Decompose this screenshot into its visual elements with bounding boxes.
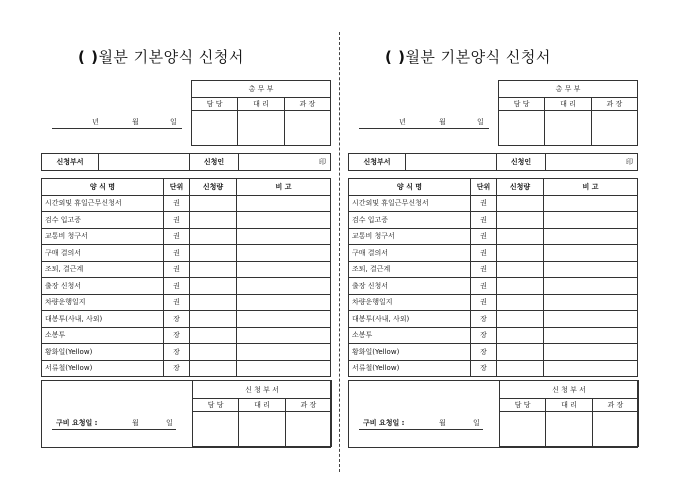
item-qty-input[interactable] (497, 360, 544, 377)
cut-line (339, 32, 340, 472)
item-row (42, 228, 331, 245)
applicant-dept-label: 신청부서 (42, 154, 99, 171)
pickup-day: 일 (473, 419, 480, 427)
bottom-sign-1[interactable] (500, 412, 546, 447)
item-note-input[interactable] (544, 212, 638, 229)
item-name: 황화일(Yellow) (42, 344, 164, 361)
applicant-person-label: 신청인 (497, 154, 546, 171)
applicant-table (41, 153, 331, 171)
item-row (42, 344, 331, 361)
item-row (349, 278, 638, 295)
item-note-input[interactable] (237, 195, 331, 212)
bottom-sign-2[interactable] (546, 412, 592, 447)
item-row (349, 228, 638, 245)
item-row (42, 327, 331, 344)
item-unit: 권 (164, 195, 190, 212)
date-year: 년 (399, 118, 406, 126)
item-name: 교통비 청구서 (349, 228, 471, 245)
header-unit: 단위 (471, 179, 497, 196)
title-text: 월분 기본양식 신청서 (405, 48, 551, 66)
item-name: 출장 신청서 (42, 278, 164, 295)
item-qty-input[interactable] (497, 344, 544, 361)
item-qty-input[interactable] (497, 261, 544, 278)
item-qty-input[interactable] (190, 311, 237, 328)
bottom-role-3: 과 장 (285, 399, 331, 412)
bottom-sign-3[interactable] (592, 412, 638, 447)
item-unit: 장 (471, 360, 497, 377)
item-unit: 장 (164, 344, 190, 361)
item-row (349, 311, 638, 328)
form-left (38, 0, 338, 481)
item-row (349, 245, 638, 262)
item-row (349, 261, 638, 278)
pickup-label: 구비 요청일 : (363, 419, 405, 427)
approval-sign-2[interactable] (545, 111, 591, 146)
item-qty-input[interactable] (190, 294, 237, 311)
item-unit: 권 (164, 294, 190, 311)
item-row (42, 278, 331, 295)
bottom-sign-3[interactable] (285, 412, 331, 447)
item-note-input[interactable] (237, 311, 331, 328)
item-note-input[interactable] (237, 212, 331, 229)
header-note: 비 고 (544, 179, 638, 196)
items-header-row (349, 179, 638, 196)
item-name: 서류철(Yellow) (349, 360, 471, 377)
item-note-input[interactable] (237, 360, 331, 377)
item-unit: 권 (164, 278, 190, 295)
item-name: 조퇴, 결근계 (42, 261, 164, 278)
item-qty-input[interactable] (190, 245, 237, 262)
pickup-month: 월 (439, 419, 446, 427)
item-unit: 권 (164, 228, 190, 245)
bottom-role-2: 대 리 (546, 399, 592, 412)
item-name: 소봉투 (42, 327, 164, 344)
item-qty-input[interactable] (190, 360, 237, 377)
form-title (78, 46, 328, 67)
item-qty-input[interactable] (190, 212, 237, 229)
applicant-dept-input[interactable] (99, 154, 190, 171)
bottom-role-1: 담 당 (193, 399, 239, 412)
bottom-dept: 신 청 부 서 (500, 381, 639, 399)
bottom-box (41, 380, 331, 448)
item-note-input[interactable] (544, 261, 638, 278)
item-qty-input[interactable] (497, 278, 544, 295)
item-note-input[interactable] (544, 278, 638, 295)
item-note-input[interactable] (544, 245, 638, 262)
approval-sign-1[interactable] (192, 111, 238, 146)
item-note-input[interactable] (544, 360, 638, 377)
bottom-role-3: 과 장 (592, 399, 638, 412)
seal-mark: 印 (626, 158, 633, 166)
item-row (42, 245, 331, 262)
applicant-dept-input[interactable] (406, 154, 497, 171)
item-row (349, 294, 638, 311)
header-note: 비 고 (237, 179, 331, 196)
item-name: 대봉투(사내, 사외) (42, 311, 164, 328)
approval-dept: 총 무 부 (499, 81, 638, 98)
item-name: 서류철(Yellow) (42, 360, 164, 377)
applicant-person-label: 신청인 (190, 154, 239, 171)
pickup-date-field[interactable] (52, 417, 176, 430)
item-qty-input[interactable] (497, 327, 544, 344)
pickup-date-field[interactable] (359, 417, 483, 430)
item-row (42, 311, 331, 328)
approval-sign-3[interactable] (591, 111, 637, 146)
pickup-label: 구비 요청일 : (56, 419, 98, 427)
approval-role-2: 대 리 (545, 98, 591, 111)
item-qty-input[interactable] (497, 228, 544, 245)
title-paren: ( ) (78, 48, 99, 66)
item-qty-input[interactable] (190, 344, 237, 361)
item-row (42, 360, 331, 377)
item-row (349, 212, 638, 229)
applicant-dept-label: 신청부서 (349, 154, 406, 171)
bottom-approval-table (192, 380, 332, 447)
approval-role-1: 담 당 (499, 98, 545, 111)
item-unit: 권 (164, 245, 190, 262)
approval-role-2: 대 리 (238, 98, 284, 111)
item-note-input[interactable] (544, 311, 638, 328)
item-row (349, 360, 638, 377)
pickup-day: 일 (166, 419, 173, 427)
item-name: 검수 입고증 (42, 212, 164, 229)
item-qty-input[interactable] (190, 228, 237, 245)
date-field[interactable] (52, 116, 182, 129)
header-name: 양 식 명 (349, 179, 471, 196)
item-name: 구매 결의서 (349, 245, 471, 262)
approval-table (498, 80, 638, 146)
item-qty-input[interactable] (190, 261, 237, 278)
header-name: 양 식 명 (42, 179, 164, 196)
item-name: 구매 결의서 (42, 245, 164, 262)
bottom-role-2: 대 리 (239, 399, 285, 412)
title-paren: ( ) (385, 48, 406, 66)
approval-dept: 총 무 부 (192, 81, 331, 98)
title-text: 월분 기본양식 신청서 (98, 48, 244, 66)
item-name: 검수 입고증 (349, 212, 471, 229)
approval-role-3: 과 장 (591, 98, 637, 111)
item-unit: 권 (164, 212, 190, 229)
item-qty-input[interactable] (190, 278, 237, 295)
item-unit: 장 (471, 311, 497, 328)
item-row (349, 195, 638, 212)
approval-role-1: 담 당 (192, 98, 238, 111)
bottom-sign-1[interactable] (193, 412, 239, 447)
header-qty: 신청량 (497, 179, 544, 196)
item-note-input[interactable] (237, 245, 331, 262)
item-note-input[interactable] (237, 228, 331, 245)
item-unit: 장 (471, 327, 497, 344)
seal-mark: 印 (319, 158, 326, 166)
date-field[interactable] (359, 116, 489, 129)
item-name: 황화일(Yellow) (349, 344, 471, 361)
applicant-table (348, 153, 638, 171)
item-note-input[interactable] (237, 327, 331, 344)
item-qty-input[interactable] (190, 195, 237, 212)
header-qty: 신청량 (190, 179, 237, 196)
approval-sign-2[interactable] (238, 111, 284, 146)
item-unit: 장 (164, 360, 190, 377)
item-unit: 권 (471, 294, 497, 311)
item-unit: 권 (471, 245, 497, 262)
item-name: 시간외및 휴일근무신청서 (42, 195, 164, 212)
item-qty-input[interactable] (497, 195, 544, 212)
item-name: 조퇴, 결근계 (349, 261, 471, 278)
item-note-input[interactable] (237, 294, 331, 311)
item-note-input[interactable] (544, 195, 638, 212)
item-qty-input[interactable] (497, 294, 544, 311)
form-title (385, 46, 635, 67)
item-unit: 권 (471, 228, 497, 245)
item-unit: 권 (471, 278, 497, 295)
item-name: 차량운행일지 (42, 294, 164, 311)
bottom-role-1: 담 당 (500, 399, 546, 412)
item-note-input[interactable] (237, 278, 331, 295)
date-month: 월 (439, 118, 446, 126)
item-note-input[interactable] (237, 261, 331, 278)
item-qty-input[interactable] (497, 245, 544, 262)
item-unit: 장 (164, 327, 190, 344)
bottom-sign-2[interactable] (239, 412, 285, 447)
item-row (42, 212, 331, 229)
item-note-input[interactable] (237, 344, 331, 361)
item-unit: 권 (164, 261, 190, 278)
item-unit: 권 (471, 195, 497, 212)
applicant-person-input[interactable] (546, 154, 638, 171)
approval-sign-1[interactable] (499, 111, 545, 146)
item-qty-input[interactable] (497, 311, 544, 328)
item-qty-input[interactable] (497, 212, 544, 229)
header-unit: 단위 (164, 179, 190, 196)
item-name: 차량운행일지 (349, 294, 471, 311)
approval-sign-3[interactable] (284, 111, 330, 146)
item-row (349, 344, 638, 361)
item-name: 출장 신청서 (349, 278, 471, 295)
item-row (42, 195, 331, 212)
item-name: 시간외및 휴일근무신청서 (349, 195, 471, 212)
date-year: 년 (92, 118, 99, 126)
pickup-month: 월 (132, 419, 139, 427)
item-row (42, 261, 331, 278)
item-qty-input[interactable] (190, 327, 237, 344)
approval-table (191, 80, 331, 146)
item-unit: 권 (471, 212, 497, 229)
form-right (345, 0, 645, 481)
bottom-box (348, 380, 638, 448)
applicant-person-input[interactable] (239, 154, 331, 171)
item-name: 대봉투(사내, 사외) (349, 311, 471, 328)
item-note-input[interactable] (544, 327, 638, 344)
item-note-input[interactable] (544, 228, 638, 245)
item-note-input[interactable] (544, 294, 638, 311)
item-note-input[interactable] (544, 344, 638, 361)
item-unit: 장 (471, 344, 497, 361)
item-row (349, 327, 638, 344)
approval-role-3: 과 장 (284, 98, 330, 111)
item-row (42, 294, 331, 311)
bottom-approval-table (499, 380, 639, 447)
item-unit: 권 (471, 261, 497, 278)
item-name: 교통비 청구서 (42, 228, 164, 245)
item-unit: 장 (164, 311, 190, 328)
date-month: 월 (132, 118, 139, 126)
date-day: 일 (477, 118, 484, 126)
date-day: 일 (170, 118, 177, 126)
items-header-row (42, 179, 331, 196)
items-table (41, 178, 331, 377)
items-table (348, 178, 638, 377)
item-name: 소봉투 (349, 327, 471, 344)
bottom-dept: 신 청 부 서 (193, 381, 332, 399)
